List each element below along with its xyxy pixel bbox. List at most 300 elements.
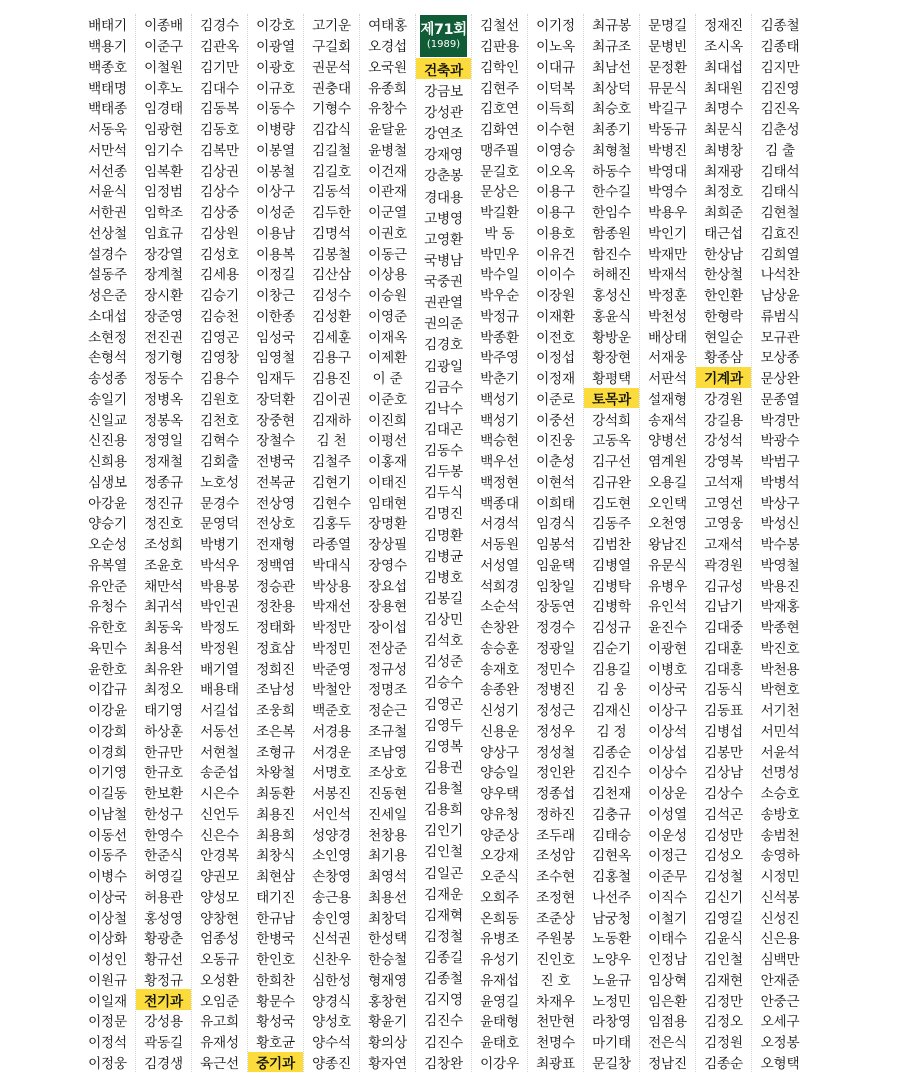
name-entry: 국중권: [424, 274, 463, 291]
name-entry: 황의상: [368, 1035, 407, 1052]
name-entry: 유문식: [648, 557, 687, 574]
name-entry: 최규봉: [592, 18, 631, 35]
name-entry: 정희진: [256, 661, 295, 678]
name-entry: 이봉열: [256, 142, 295, 159]
name-entry: 정성근: [536, 703, 575, 720]
name-entry: 이상운: [648, 786, 687, 803]
name-entry: 박영대: [648, 163, 687, 180]
name-entry: 이덕복: [536, 80, 575, 97]
name-entry: 신용운: [480, 723, 519, 740]
name-entry: 김태식: [760, 184, 800, 201]
name-entry: 정순근: [368, 703, 407, 720]
name-entry: 이종배: [144, 18, 183, 35]
name-entry: 최명수: [704, 101, 743, 118]
name-entry: 김두식: [424, 485, 463, 502]
name-entry: 김종철: [424, 971, 463, 988]
name-entry: 김동표: [704, 703, 743, 720]
name-entry: 전상준: [368, 640, 407, 657]
name-entry: 기형수: [312, 101, 351, 118]
name-entry: 유안준: [88, 578, 127, 595]
name-entry: 이운성: [648, 827, 687, 844]
name-entry: 한승철: [368, 952, 407, 969]
name-entry: 오임준: [200, 993, 239, 1010]
name-entry: 이상수: [648, 765, 687, 782]
name-entry: 김산삼: [312, 267, 351, 284]
name-entry: 김진수: [424, 1034, 463, 1051]
name-entry: 신희용: [88, 454, 127, 471]
name-entry: 홍창현: [368, 993, 407, 1010]
name-entry: 오경섭: [368, 39, 407, 56]
name-entry: 배상태: [648, 329, 687, 346]
name-entry: 강성용: [144, 1014, 183, 1031]
name-entry: 최용희: [256, 827, 295, 844]
name-entry: 왕남진: [648, 537, 687, 554]
name-entry: 문상완: [760, 371, 800, 388]
name-entry: 김규성: [704, 578, 743, 595]
name-entry: 전진권: [144, 329, 183, 346]
name-entry: 박재홍: [760, 599, 800, 616]
name-entry: 신진용: [88, 433, 127, 450]
name-entry: 정명조: [368, 682, 407, 699]
name-entry: 박정규: [480, 308, 519, 325]
name-entry: 김승수: [424, 675, 463, 692]
name-entry: 김길호: [312, 163, 351, 180]
name-entry: 김동식: [704, 682, 743, 699]
name-entry: 김성준: [424, 654, 463, 671]
name-entry: 송재석: [648, 412, 687, 429]
name-entry: 정민수: [536, 661, 575, 678]
name-entry: 김복만: [200, 142, 239, 159]
name-entry: 고영환: [424, 231, 463, 248]
name-entry: 이현석: [536, 474, 575, 491]
name-entry: 박정원: [200, 640, 239, 657]
name-entry: 김봉길: [424, 590, 463, 607]
name-entry: 양성호: [312, 1014, 351, 1031]
name-entry: 김태승: [592, 827, 631, 844]
name-entry: 유한호: [88, 620, 127, 637]
name-entry: 김관옥: [200, 39, 239, 56]
name-entry: 박길환: [480, 205, 519, 222]
name-entry: 강석희: [592, 412, 631, 429]
name-entry: 정종섭: [536, 786, 575, 803]
name-entry: 조상호: [368, 765, 407, 782]
name-entry: 구길회: [312, 39, 351, 56]
name-entry: 윤태형: [480, 1014, 519, 1031]
name-entry: 이정석: [88, 1035, 127, 1052]
name-entry: 이이수: [536, 267, 575, 284]
name-entry: 한영수: [144, 827, 183, 844]
name-entry: 김천재: [592, 786, 631, 803]
name-entry: 정병옥: [144, 391, 183, 408]
name-entry: 오순성: [88, 537, 127, 554]
name-entry: 양종진: [312, 1055, 351, 1072]
name-entry: 권의준: [424, 316, 463, 333]
name-entry: 이용호: [536, 225, 575, 242]
name-entry: 최희준: [704, 205, 743, 222]
name-entry: 설재형: [648, 391, 687, 408]
name-entry: 현일순: [704, 329, 743, 346]
name-entry: 송방호: [760, 806, 800, 823]
name-entry: 최기용: [368, 848, 407, 865]
name-entry: 김학인: [480, 59, 519, 76]
name-entry: 정태화: [256, 620, 295, 637]
name-entry: 양승일: [480, 765, 519, 782]
name-entry: 소현정: [88, 329, 127, 346]
name-entry: 임경태: [144, 101, 183, 118]
name-entry: 김순기: [592, 640, 631, 657]
name-entry: 김동석: [312, 184, 351, 201]
name-entry: 홍윤식: [592, 308, 631, 325]
name-entry: 박재만: [648, 246, 687, 263]
name-entry: 임재두: [256, 371, 295, 388]
name-entry: 이상철: [88, 910, 127, 927]
name-entry: 오용길: [648, 474, 687, 491]
name-entry: 이한종: [256, 308, 295, 325]
name-entry: 김 웅: [596, 682, 627, 699]
name-entry: 장요섭: [368, 578, 407, 595]
name-entry: 김석호: [424, 633, 463, 650]
name-entry: 서만석: [88, 142, 127, 159]
name-entry: 배태기: [88, 18, 127, 35]
name-entry: 장영수: [368, 557, 407, 574]
name-entry: 황정규: [144, 972, 183, 989]
name-entry: 최창식: [256, 848, 295, 865]
name-entry: 임영철: [256, 350, 295, 367]
name-entry: 김영창: [200, 350, 239, 367]
name-entry: 이철원: [144, 59, 183, 76]
name-entry: 육민수: [88, 640, 127, 657]
name-entry: 하상훈: [144, 723, 183, 740]
name-entry: 서선종: [88, 163, 127, 180]
name-entry: 임학조: [144, 205, 183, 222]
name-entry: 고기운: [312, 18, 351, 35]
name-entry: 김진영: [760, 80, 800, 97]
name-entry: 임기수: [144, 142, 183, 159]
name-entry: 설동주: [88, 267, 127, 284]
name-entry: 문종열: [760, 391, 800, 408]
name-entry: 이용구: [536, 205, 575, 222]
name-entry: 이동선: [88, 827, 127, 844]
name-entry: 조남성: [256, 682, 295, 699]
name-entry: 라종열: [312, 537, 351, 554]
name-entry: 김효진: [760, 225, 800, 242]
name-entry: 김종순: [592, 744, 631, 761]
name-entry: 서윤식: [88, 184, 127, 201]
name-entry: 홍성신: [592, 288, 631, 305]
name-entry: 강성관: [424, 105, 463, 122]
name-entry: 이희태: [536, 495, 575, 512]
name-column: [192, 14, 248, 1072]
name-entry: 김현옥: [592, 848, 631, 865]
name-entry: 이정웅: [88, 1055, 127, 1072]
name-entry: 박재선: [312, 599, 351, 616]
name-entry: 김영두: [424, 717, 463, 734]
name-entry: 박정민: [312, 640, 351, 657]
name-entry: 김천호: [200, 412, 239, 429]
name-entry: 임정범: [144, 184, 183, 201]
name-entry: 서한권: [88, 205, 127, 222]
name-entry: 김호연: [480, 101, 519, 118]
name-entry: 신성진: [760, 910, 800, 927]
name-entry: 서판석: [648, 371, 687, 388]
name-entry: 김명환: [424, 527, 463, 544]
name-entry: 김용진: [312, 371, 351, 388]
name-entry: 김남기: [704, 599, 743, 616]
name-entry: 조준상: [536, 910, 575, 927]
name-entry: 장강열: [144, 246, 183, 263]
name-entry: 서현철: [200, 744, 239, 761]
name-entry: 이동근: [368, 246, 407, 263]
name-entry: 조정현: [536, 889, 575, 906]
name-entry: 김범찬: [592, 537, 631, 554]
name-entry: 김병열: [592, 557, 631, 574]
name-entry: 송영하: [760, 848, 800, 865]
name-entry: 김정만: [704, 993, 743, 1010]
name-entry: 한희찬: [256, 972, 295, 989]
name-column: [304, 14, 360, 1072]
name-entry: 이규호: [256, 80, 295, 97]
name-entry: 오동규: [200, 952, 239, 969]
name-entry: 문병빈: [648, 39, 687, 56]
name-entry: 김병섭: [704, 723, 743, 740]
name-entry: 손창완: [480, 620, 519, 637]
name-entry: 이동주: [88, 848, 127, 865]
name-entry: 유인석: [648, 599, 687, 616]
name-entry: 오인택: [648, 495, 687, 512]
name-entry: 이일재: [88, 993, 127, 1010]
name-entry: 이광호: [256, 59, 295, 76]
name-entry: 오성환: [200, 972, 239, 989]
edition-badge: [420, 15, 467, 57]
name-entry: 김원호: [200, 391, 239, 408]
name-entry: 김재혁: [424, 907, 463, 924]
name-entry: 문영덕: [200, 516, 239, 533]
name-entry: 이정근: [648, 848, 687, 865]
name-entry: 이수현: [536, 122, 575, 139]
name-entry: 김도현: [592, 495, 631, 512]
name-entry: 장동연: [536, 599, 575, 616]
name-entry: 김 정: [596, 723, 627, 740]
name-entry: 박정만: [312, 620, 351, 637]
name-entry: 김병호: [424, 569, 463, 586]
name-entry: 김상원: [200, 225, 239, 242]
name-column: [584, 14, 640, 1072]
name-entry: 송종완: [480, 682, 519, 699]
name-entry: 박범구: [760, 454, 800, 471]
name-column: [136, 14, 192, 1072]
name-entry: 정남진: [648, 1055, 687, 1072]
name-entry: 안경복: [200, 848, 239, 865]
name-entry: 강성석: [704, 433, 743, 450]
name-entry: 조웅희: [256, 703, 295, 720]
name-entry: 김기만: [200, 59, 239, 76]
name-entry: 전재형: [256, 537, 295, 554]
name-entry: 이상구: [648, 703, 687, 720]
name-entry: 최종기: [592, 122, 631, 139]
name-entry: 김병균: [424, 548, 463, 565]
name-entry: 김영곤: [200, 329, 239, 346]
name-entry: 오천영: [648, 516, 687, 533]
name-entry: 김용길: [592, 661, 631, 678]
name-entry: 박경만: [760, 412, 800, 429]
name-entry: 박병석: [760, 474, 800, 491]
name-entry: 박준영: [312, 661, 351, 678]
name-entry: 김금수: [424, 379, 463, 396]
name-entry: 여태홍: [368, 18, 407, 35]
name-entry: 임광현: [144, 122, 183, 139]
name-entry: 시정민: [760, 869, 800, 886]
name-entry: 라창영: [592, 1014, 631, 1031]
name-entry: 송성종: [88, 371, 127, 388]
name-entry: 성은준: [88, 288, 127, 305]
name-entry: 이영승: [536, 142, 575, 159]
name-entry: 한규남: [256, 910, 295, 927]
name-entry: 이갑규: [88, 682, 127, 699]
name-entry: 이성인: [88, 952, 127, 969]
name-entry: 윤영길: [480, 993, 519, 1010]
name-entry: 이동수: [256, 101, 295, 118]
name-entry: 정종규: [144, 474, 183, 491]
name-entry: 전병국: [256, 454, 295, 471]
name-entry: 뮤문식: [648, 80, 687, 97]
name-entry: 김병탁: [592, 578, 631, 595]
name-entry: 송근용: [312, 889, 351, 906]
name-entry: 오정봉: [760, 1035, 800, 1052]
name-entry: 김재현: [704, 972, 743, 989]
name-entry: 소대섭: [88, 308, 127, 325]
name-entry: 최문식: [704, 122, 743, 139]
name-entry: 마기태: [592, 1035, 631, 1052]
name-entry: 정경수: [536, 620, 575, 637]
name-entry: 박용진: [760, 578, 800, 595]
name-entry: 박성신: [760, 516, 800, 533]
name-entry: 김철선: [480, 18, 519, 35]
name-entry: 유청수: [88, 599, 127, 616]
name-entry: 한규만: [144, 744, 183, 761]
name-entry: 이성준: [256, 205, 295, 222]
name-entry: 나선주: [592, 889, 631, 906]
name-entry: 아강윤: [88, 495, 127, 512]
name-entry: 박재석: [648, 267, 687, 284]
name-entry: 김현주: [480, 80, 519, 97]
name-entry: 김구선: [592, 454, 631, 471]
name-entry: 노정민: [592, 993, 631, 1010]
name-column: [416, 14, 472, 1072]
name-entry: 이정재: [536, 371, 575, 388]
name-entry: 송재호: [480, 661, 519, 678]
name-column: [80, 14, 136, 1072]
name-entry: 양준상: [480, 827, 519, 844]
name-entry: 백성기: [480, 391, 519, 408]
name-entry: 윤태호: [480, 1035, 519, 1052]
name-entry: 이노옥: [536, 39, 575, 56]
name-entry: 곽동길: [144, 1035, 183, 1052]
department-header: 기계과: [696, 367, 751, 388]
name-entry: 육근선: [200, 1055, 239, 1072]
name-entry: 양수석: [312, 1035, 351, 1052]
name-entry: 김 출: [765, 142, 795, 159]
name-entry: 송일기: [88, 391, 127, 408]
name-entry: 모상종: [760, 350, 800, 367]
name-entry: 김봉만: [704, 744, 743, 761]
name-entry: 이상용: [368, 267, 407, 284]
name-entry: 김현기: [312, 474, 351, 491]
name-entry: 백용기: [88, 39, 127, 56]
name-entry: 태기진: [256, 889, 295, 906]
name-entry: 석희경: [480, 578, 519, 595]
name-entry: 이상석: [648, 723, 687, 740]
name-entry: 김대훈: [704, 640, 743, 657]
name-entry: 김성수: [312, 288, 351, 305]
name-entry: 김병학: [592, 599, 631, 616]
name-entry: 오희주: [480, 889, 519, 906]
name-entry: 김영길: [704, 910, 743, 927]
name-entry: 백종호: [88, 59, 127, 76]
name-entry: 안중근: [760, 993, 800, 1010]
name-entry: 조규철: [368, 723, 407, 740]
name-entry: 김성철: [704, 869, 743, 886]
name-entry: 윤진수: [648, 620, 687, 637]
name-entry: 백승현: [480, 433, 519, 450]
name-entry: 정영일: [144, 433, 183, 450]
name-entry: 주원봉: [536, 931, 575, 948]
name-entry: 김희열: [760, 246, 800, 263]
name-entry: 이광현: [648, 640, 687, 657]
name-entry: 최규조: [592, 39, 631, 56]
name-entry: 배기열: [200, 661, 239, 678]
name-entry: 오세구: [760, 1014, 800, 1031]
name-entry: 유병우: [648, 578, 687, 595]
name-entry: 이병수: [88, 869, 127, 886]
name-column: [360, 14, 416, 1072]
name-entry: 김홍철: [592, 869, 631, 886]
name-entry: 태근섭: [704, 225, 743, 242]
name-entry: 김동복: [200, 101, 239, 118]
name-entry: 노윤규: [592, 972, 631, 989]
name-entry: 서민석: [760, 723, 800, 740]
name-entry: 김승천: [200, 308, 239, 325]
name-entry: 이관재: [368, 184, 407, 201]
name-entry: 오강재: [480, 848, 519, 865]
name-entry: 조성희: [144, 537, 183, 554]
name-entry: 최용진: [256, 806, 295, 823]
name-entry: 손창영: [312, 869, 351, 886]
name-entry: 박정훈: [648, 288, 687, 305]
name-entry: 최광표: [536, 1055, 575, 1072]
name-entry: 이정길: [256, 267, 295, 284]
department-header: 전기과: [136, 989, 191, 1010]
name-entry: 황평택: [592, 371, 631, 388]
name-entry: 김석곤: [704, 806, 743, 823]
name-entry: 김태석: [760, 163, 800, 180]
name-entry: 박병진: [648, 142, 687, 159]
name-entry: 김종태: [760, 39, 800, 56]
name-entry: 문길창: [592, 1055, 631, 1072]
name-entry: 양우택: [480, 786, 519, 803]
name-entry: 이기영: [88, 765, 127, 782]
name-entry: 조두래: [536, 827, 575, 844]
name-entry: 문명길: [648, 18, 687, 35]
name-entry: 김재운: [424, 886, 463, 903]
name-columns: [80, 14, 864, 1072]
name-entry: 황방운: [592, 329, 631, 346]
name-entry: 유성기: [480, 952, 519, 969]
name-entry: 이용구: [536, 184, 575, 201]
name-entry: 강연조: [424, 126, 463, 143]
name-entry: 김두봉: [424, 464, 463, 481]
name-entry: 박종현: [760, 620, 800, 637]
name-entry: 이준구: [144, 39, 183, 56]
